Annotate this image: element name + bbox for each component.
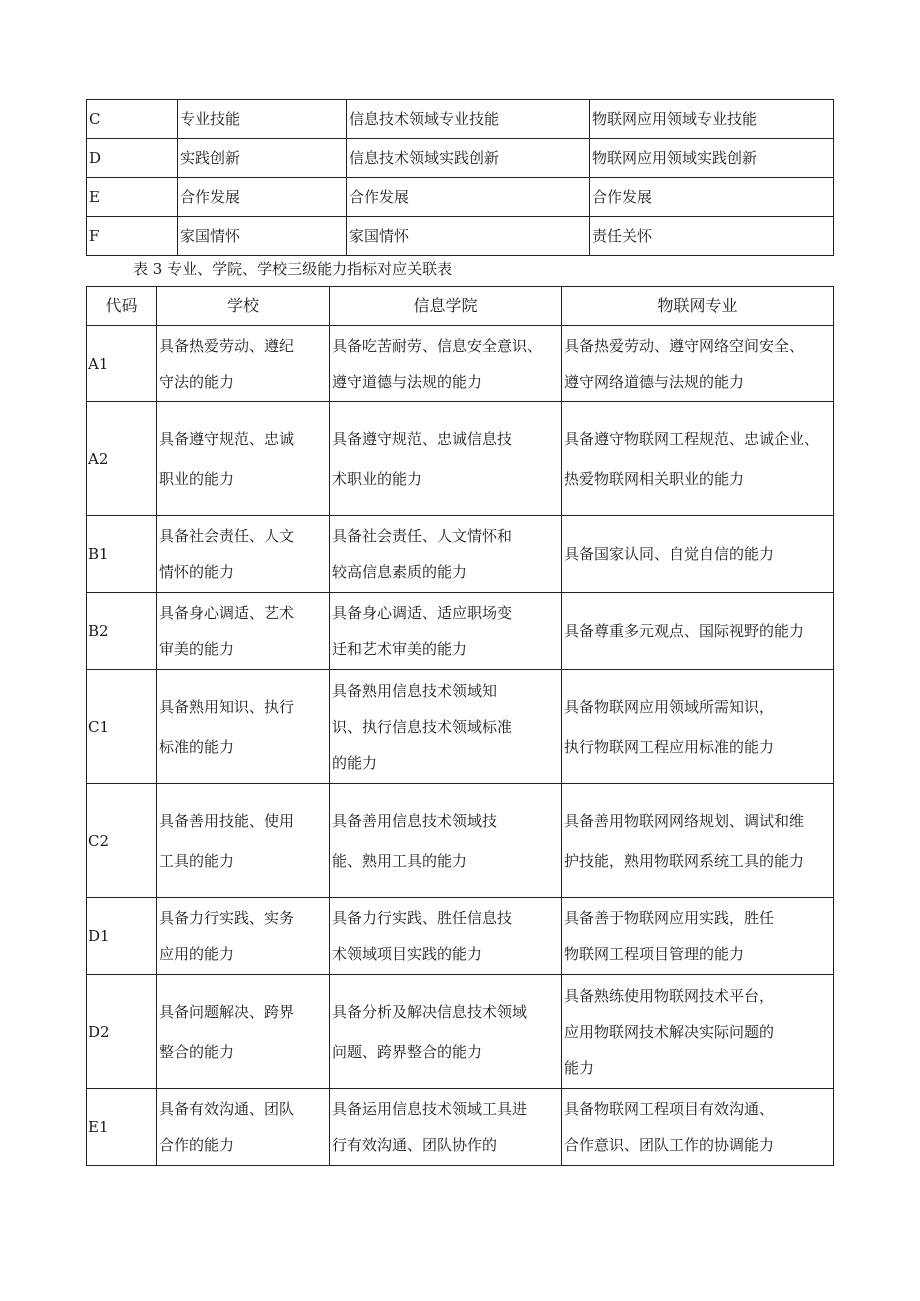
table-row xyxy=(87,784,834,898)
major-category: 物联网应用领域专业技能 xyxy=(590,100,834,139)
cell-line: 遵守道德与法规的能力 xyxy=(332,372,483,391)
major-cell xyxy=(562,975,834,1089)
cell-line: 具备尊重多元观点、国际视野的能力 xyxy=(564,622,805,640)
college-category: 信息技术领域专业技能 xyxy=(347,100,590,139)
cell-line: 具备遵守规范、忠诚信息技 xyxy=(332,429,513,448)
school-cell xyxy=(157,326,330,402)
cell-line: 工具的能力 xyxy=(159,851,235,870)
cell-line: 职业的能力 xyxy=(159,469,235,488)
cell-line: 具备热爱劳动、遵纪 xyxy=(159,336,295,355)
cell-line: 具备热爱劳动、遵守网络空间安全、 xyxy=(564,336,805,355)
major-category: 合作发展 xyxy=(590,178,834,217)
major-category: 责任关怀 xyxy=(590,217,834,256)
cell-line: 应用的能力 xyxy=(159,945,235,963)
college-cell xyxy=(330,784,562,898)
table-header-row xyxy=(87,287,834,326)
cell-line: 具备善用物联网网络规划、调试和维 xyxy=(564,811,805,830)
table-row xyxy=(87,670,834,784)
cell-line: 具备身心调适、适应职场变 xyxy=(332,604,513,622)
cell-line: 具备社会责任、人文 xyxy=(159,527,295,545)
college-cell xyxy=(330,402,562,516)
major-cell xyxy=(562,898,834,975)
school-cell xyxy=(157,975,330,1089)
cell-line: 守法的能力 xyxy=(159,372,235,391)
college-category: 家国情怀 xyxy=(347,217,590,256)
cell-line: 具备熟练使用物联网技术平台， xyxy=(564,986,775,1005)
major-cell xyxy=(562,402,834,516)
cell-line: 具备物联网工程项目有效沟通、 xyxy=(564,1100,775,1118)
college-category: 信息技术领域实践创新 xyxy=(347,139,590,178)
cell-line: 具备物联网应用领域所需知识， xyxy=(564,697,775,716)
cell-line: 执行物联网工程应用标准的能力 xyxy=(564,737,775,756)
cell-line: 物联网工程项目管理的能力 xyxy=(564,945,745,963)
cell-line: 问题、跨界整合的能力 xyxy=(332,1042,483,1061)
cell-line: 行有效沟通、团队协作的 xyxy=(332,1136,498,1154)
major-cell xyxy=(562,1089,834,1166)
school-category: 家国情怀 xyxy=(178,217,347,256)
code-cell: B1 xyxy=(87,516,157,593)
college-category: 合作发展 xyxy=(347,178,590,217)
code-cell: A1 xyxy=(87,326,157,402)
table-row xyxy=(87,1089,834,1166)
cell-line: 具备分析及解决信息技术领域 xyxy=(332,1002,528,1021)
school-cell xyxy=(157,670,330,784)
cell-line: 的能力 xyxy=(332,753,378,772)
school-category: 专业技能 xyxy=(178,100,347,139)
table-row xyxy=(87,100,834,139)
table-row xyxy=(87,326,834,402)
table-row xyxy=(87,178,834,217)
cell-line: 审美的能力 xyxy=(159,640,235,658)
school-category: 实践创新 xyxy=(178,139,347,178)
cell-line: 整合的能力 xyxy=(159,1042,235,1061)
header-school: 学校 xyxy=(157,287,330,326)
cell-line: 较高信息素质的能力 xyxy=(332,563,468,581)
category-code: F xyxy=(87,217,178,256)
cell-line: 具备国家认同、自觉自信的能力 xyxy=(564,545,775,563)
table-row xyxy=(87,402,834,516)
college-cell xyxy=(330,898,562,975)
cell-line: 情怀的能力 xyxy=(159,563,235,581)
cell-line: 具备运用信息技术领域工具进 xyxy=(332,1100,528,1118)
college-cell xyxy=(330,326,562,402)
school-cell xyxy=(157,1089,330,1166)
cell-line: 具备问题解决、跨界 xyxy=(159,1002,295,1021)
table-row xyxy=(87,975,834,1089)
cell-line: 具备善于物联网应用实践，胜任 xyxy=(564,909,775,927)
cell-line: 具备熟用知识、执行 xyxy=(159,697,295,716)
category-code: D xyxy=(87,139,178,178)
major-cell xyxy=(562,516,834,593)
cell-line: 具备遵守规范、忠诚 xyxy=(159,429,295,448)
cell-line: 具备善用信息技术领域技 xyxy=(332,811,498,830)
category-code: C xyxy=(87,100,178,139)
table-row xyxy=(87,593,834,670)
college-cell xyxy=(330,593,562,670)
code-cell: C1 xyxy=(87,670,157,784)
table-caption: 表 3 专业、学院、学校三级能力指标对应关联表 xyxy=(133,260,453,278)
header-college: 信息学院 xyxy=(330,287,562,326)
header-major: 物联网专业 xyxy=(562,287,834,326)
school-cell xyxy=(157,402,330,516)
cell-line: 具备身心调适、艺术 xyxy=(159,604,295,622)
code-cell: C2 xyxy=(87,784,157,898)
school-cell xyxy=(157,516,330,593)
cell-line: 具备善用技能、使用 xyxy=(159,811,295,830)
code-cell: E1 xyxy=(87,1089,157,1166)
major-cell xyxy=(562,784,834,898)
cell-line: 具备吃苦耐劳、信息安全意识、 xyxy=(332,336,543,355)
header-code: 代码 xyxy=(87,287,157,326)
cell-line: 护技能，熟用物联网系统工具的能力 xyxy=(564,851,805,870)
major-cell xyxy=(562,326,834,402)
cell-line: 迁和艺术审美的能力 xyxy=(332,640,468,658)
competency-mapping-table xyxy=(86,286,834,1166)
college-cell xyxy=(330,975,562,1089)
cell-line: 合作意识、团队工作的协调能力 xyxy=(564,1136,775,1154)
competency-category-table xyxy=(86,99,834,256)
code-cell: D2 xyxy=(87,975,157,1089)
major-cell xyxy=(562,593,834,670)
cell-line: 具备熟用信息技术领域知 xyxy=(332,681,498,700)
cell-line: 合作的能力 xyxy=(159,1136,235,1154)
table-row xyxy=(87,139,834,178)
major-category: 物联网应用领域实践创新 xyxy=(590,139,834,178)
table-row xyxy=(87,898,834,975)
cell-line: 能力 xyxy=(564,1058,595,1077)
school-category: 合作发展 xyxy=(178,178,347,217)
cell-line: 术领域项目实践的能力 xyxy=(332,945,483,963)
college-cell xyxy=(330,1089,562,1166)
table-row xyxy=(87,516,834,593)
cell-line: 术职业的能力 xyxy=(332,469,423,488)
college-cell xyxy=(330,670,562,784)
cell-line: 热爱物联网相关职业的能力 xyxy=(564,469,745,488)
major-cell xyxy=(562,670,834,784)
cell-line: 应用物联网技术解决实际问题的 xyxy=(564,1022,775,1041)
school-cell xyxy=(157,593,330,670)
cell-line: 能、熟用工具的能力 xyxy=(332,851,468,870)
cell-line: 遵守网络道德与法规的能力 xyxy=(564,372,745,391)
code-cell: D1 xyxy=(87,898,157,975)
code-cell: A2 xyxy=(87,402,157,516)
cell-line: 具备力行实践、胜任信息技 xyxy=(332,909,513,927)
category-code: E xyxy=(87,178,178,217)
cell-line: 识、执行信息技术领域标准 xyxy=(332,717,513,736)
college-cell xyxy=(330,516,562,593)
table-row xyxy=(87,217,834,256)
cell-line: 具备有效沟通、团队 xyxy=(159,1100,295,1118)
cell-line: 具备社会责任、人文情怀和 xyxy=(332,527,513,545)
cell-line: 具备遵守物联网工程规范、忠诚企业、 xyxy=(564,429,820,448)
cell-line: 标准的能力 xyxy=(159,737,235,756)
code-cell: B2 xyxy=(87,593,157,670)
school-cell xyxy=(157,784,330,898)
school-cell xyxy=(157,898,330,975)
cell-line: 具备力行实践、实务 xyxy=(159,909,295,927)
